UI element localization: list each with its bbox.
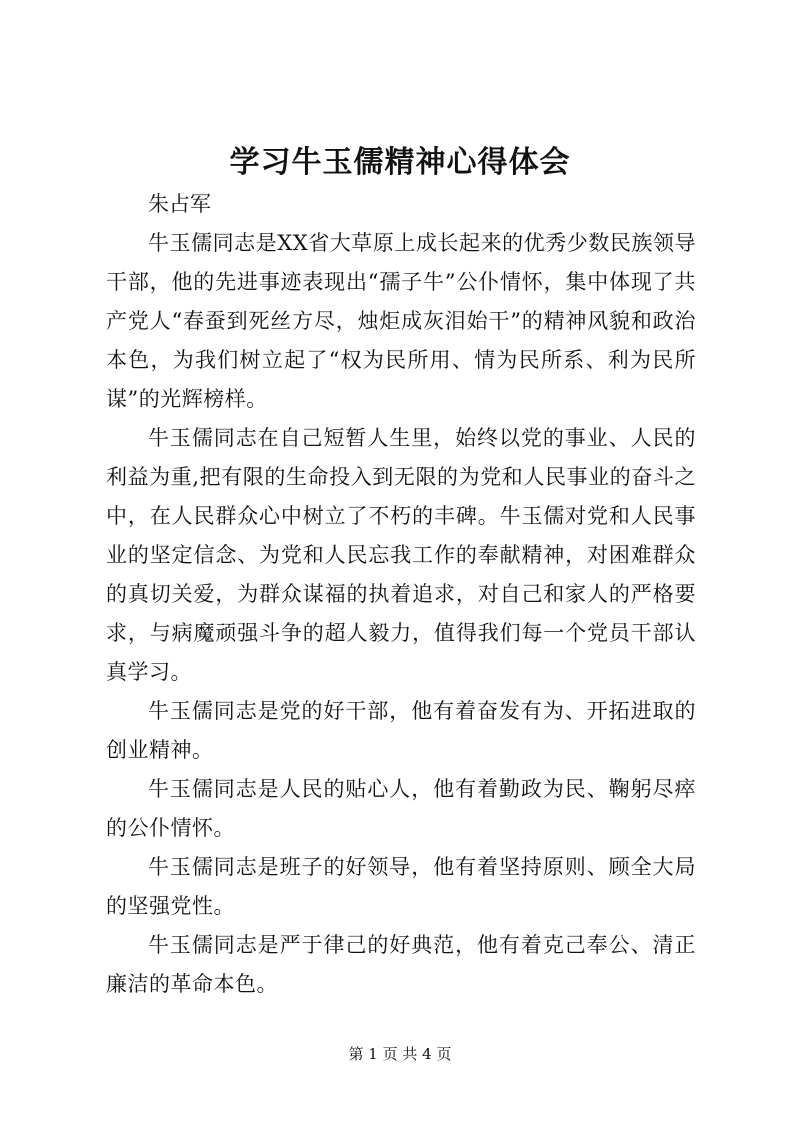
paragraph-3: 牛玉儒同志是党的好干部，他有着奋发有为、开拓进取的创业精神。 xyxy=(106,699,696,762)
paragraph-2: 牛玉儒同志在自己短暂人生里，始终以党的事业、人民的利益为重,把有限的生命投入到无限的为党和人民事业的奋斗之中，在人民群众心中树立了不朽的丰碑。牛玉儒对党和人民事业的坚定信念、为党和人民忘我工作的奉献精神，对困难群众的真切关爱，为群众谋福的执着追求，对自己和家人的严格要求，与病魔顽强斗争的超人毅力，值得我们每一个党员干部认真学习。 xyxy=(106,426,696,684)
document-body xyxy=(106,185,696,1004)
paragraph-1: 牛玉儒同志是XX省大草原上成长起来的优秀少数民族领导干部，他的先进事迹表现出“孺子牛”公仆情怀，集中体现了共产党人“春蚕到死丝方尽，烛炬成灰泪始干”的精神风貌和政治本色，为我们树立起了“权为民所用、情为民所系、利为民所谋”的光辉榜样。 xyxy=(106,231,696,411)
document-title: 学习牛玉儒精神心得体会 xyxy=(229,145,571,180)
page-footer: 第 1 页 共 4 页 xyxy=(348,1045,452,1063)
paragraph-4: 牛玉儒同志是人民的贴心人，他有着勤政为民、鞠躬尽瘁的公仆情怀。 xyxy=(106,777,696,840)
paragraph-6: 牛玉儒同志是严于律己的好典范，他有着克己奉公、清正廉洁的革命本色。 xyxy=(106,933,696,996)
paragraph-5: 牛玉儒同志是班子的好领导，他有着坚持原则、顾全大局的坚强党性。 xyxy=(106,855,696,918)
author-name: 朱占军 xyxy=(148,192,211,216)
